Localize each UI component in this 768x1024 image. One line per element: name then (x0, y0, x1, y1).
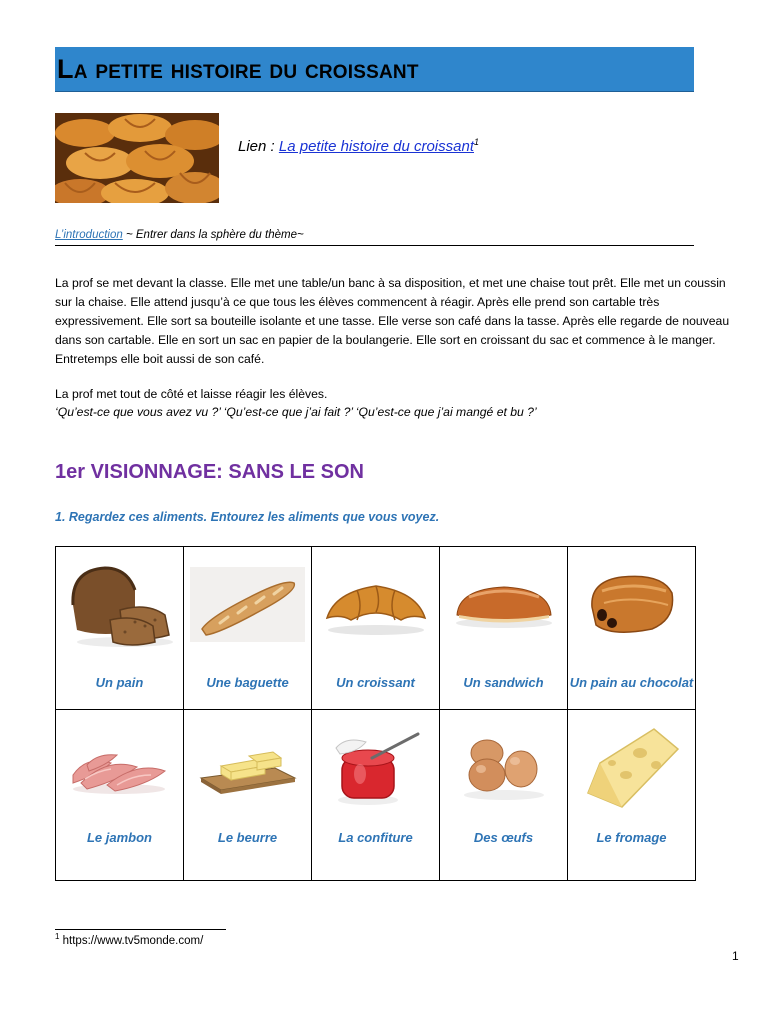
croissant-image (312, 557, 439, 652)
intro-keyword: L’introduction (55, 229, 123, 241)
food-label: Des œufs (473, 830, 534, 845)
pain-au-chocolat-image (568, 557, 695, 652)
food-grid (55, 546, 696, 881)
food-cell[interactable] (568, 547, 696, 710)
food-label: Le jambon (86, 830, 152, 845)
scenario-paragraph: La prof se met devant la classe. Elle met une table/un banc à sa disposition, et met une chaise tout prêt. Elle met un coussin sur la chaise. Elle attend jusqu’à ce que tous les élèves commencent à réagir. Après elle prend son cartable très expressivement. Elle sort sa bouteille isolante et une tasse. Elle verse son café dans la tasse. Après elle regarde de nouveau dans son cartable. Elle en sort un sac en papier de la boulangerie. Elle sort en croissant du sac et commence à le manger. Entretemps elle boit aussi de son café. (55, 276, 730, 366)
reaction-line: La prof met tout de côté et laisse réagir les élèves. (55, 387, 328, 401)
food-label: Un croissant (336, 675, 415, 690)
sandwich-roll-image (440, 557, 567, 652)
food-label: La confiture (338, 830, 413, 845)
food-cell[interactable] (184, 710, 312, 881)
croissant-history-link[interactable]: La petite histoire du croissant (278, 138, 474, 155)
page-number: 1 (732, 949, 739, 963)
food-label: Le beurre (217, 830, 278, 845)
section-heading: 1er VISIONNAGE: SANS LE SON (55, 461, 364, 483)
food-label: Un pain (95, 675, 144, 690)
footnote-mark: 1 (474, 137, 480, 147)
footnote (55, 932, 203, 947)
jam-jar-image (312, 720, 439, 815)
food-cell[interactable] (440, 710, 568, 881)
food-label: Le fromage (596, 830, 667, 845)
link-line (238, 137, 479, 155)
food-cell[interactable] (312, 547, 440, 710)
intro-heading (55, 229, 694, 246)
bread-loaf-image (56, 557, 183, 652)
butter-image (184, 720, 311, 815)
food-cell[interactable] (56, 710, 184, 881)
food-label: Une baguette (206, 675, 289, 690)
food-cell[interactable] (312, 710, 440, 881)
ham-image (56, 720, 183, 815)
food-cell[interactable] (440, 547, 568, 710)
food-cell[interactable] (184, 547, 312, 710)
intro-rest: ~ Entrer dans la sphère du thème~ (122, 229, 304, 241)
cheese-image (568, 720, 695, 815)
page-title: La petite histoire du croissant (57, 54, 419, 84)
link-prefix: Lien : (238, 138, 279, 155)
food-label: Un pain au chocolat (569, 675, 694, 690)
footnote-number: 1 (55, 932, 60, 941)
croissants-photo (55, 113, 219, 203)
footnote-separator (55, 929, 226, 930)
questions-line: ‘Qu’est-ce que vous avez vu ?’ ‘Qu’est-ce que j’ai fait ?’ ‘Qu’est-ce que j’ai mangé et bu ?’ (55, 405, 537, 419)
eggs-image (440, 720, 567, 815)
baguette-image (184, 557, 311, 652)
food-cell[interactable] (568, 710, 696, 881)
reaction-paragraph (55, 385, 715, 421)
footnote-url[interactable]: https://www.tv5monde.com/ (59, 934, 204, 947)
food-cell[interactable] (56, 547, 184, 710)
exercise-instruction: 1. Regardez ces aliments. Entourez les aliments que vous voyez. (55, 510, 440, 524)
title-bar (55, 47, 694, 92)
food-label: Un sandwich (463, 675, 544, 690)
